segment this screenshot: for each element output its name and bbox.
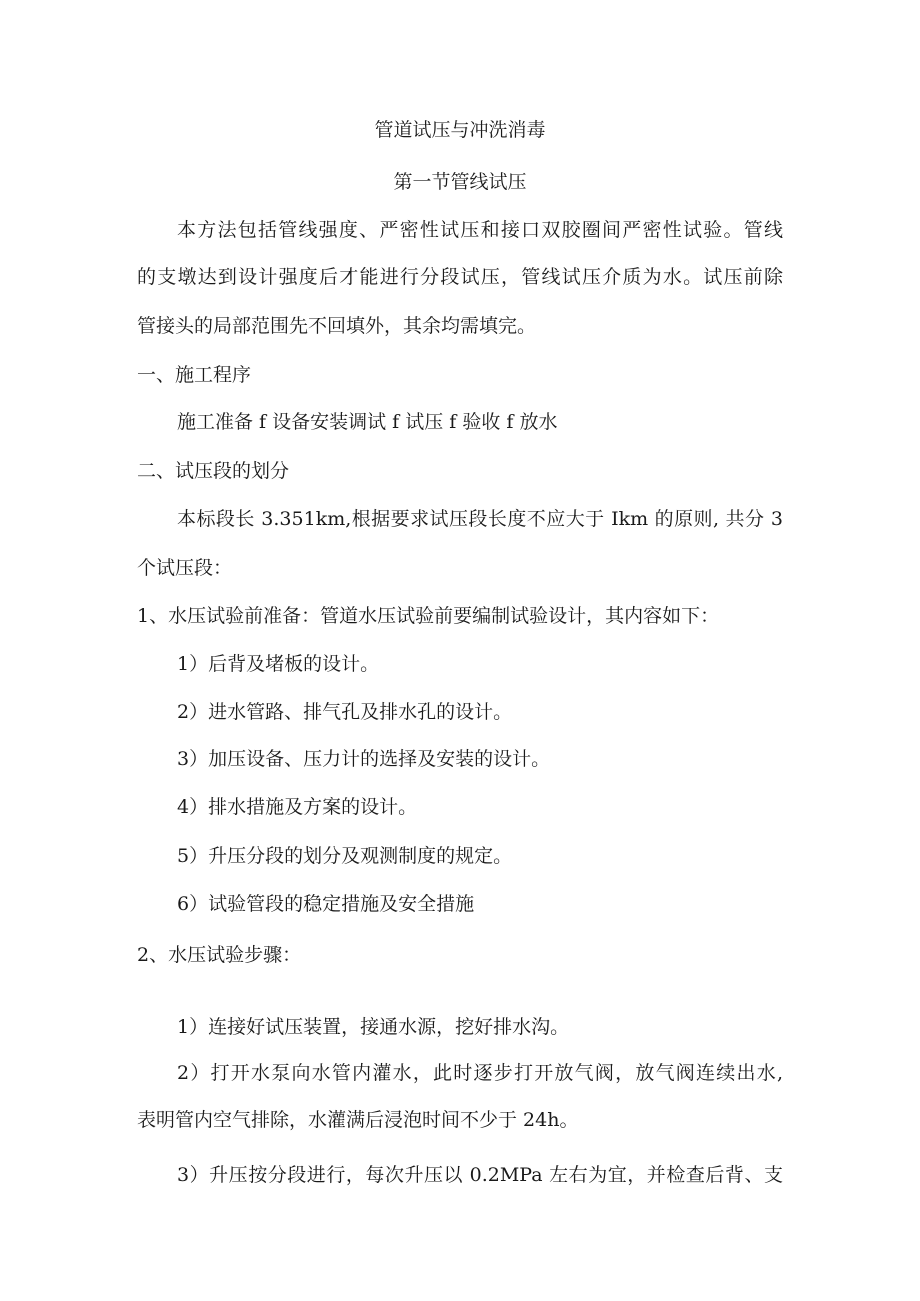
- part2-heading: 二、试压段的划分: [137, 460, 290, 482]
- item1-subitem: 1）后背及堵板的设计。: [177, 653, 380, 675]
- item2-step-continuation: 表明管内空气排除，水灌满后浸泡时间不少于 24h。: [137, 1109, 579, 1131]
- section-title: 第一节管线试压: [393, 171, 527, 193]
- part2-text-line-2: 个试压段：: [137, 557, 233, 579]
- intro-line-3: 管接头的局部范围先不回填外，其余均需填完。: [137, 315, 537, 337]
- item1-subitem: 2）进水管路、排气孔及排水孔的设计。: [177, 701, 513, 723]
- item1-subitem: 5）升压分段的划分及观测制度的规定。: [177, 845, 513, 867]
- item1-subitem: 6）试验管段的稳定措施及安全措施: [177, 893, 475, 915]
- document-title: 管道试压与冲洗消毒: [374, 119, 546, 141]
- part1-text: 施工准备 f 设备安装调试 f 试压 f 验收 f 放水: [177, 411, 558, 433]
- item1-subitem: 3）加压设备、压力计的选择及安装的设计。: [177, 748, 551, 770]
- item2-step: 1）连接好试压装置，接通水源，挖好排水沟。: [177, 1016, 570, 1038]
- intro-line-1: 本方法包括管线强度、严密性试压和接口双胶圈间严密性试验。管线: [177, 219, 783, 241]
- part1-heading: 一、施工程序: [137, 364, 252, 386]
- item2-step: 3）升压按分段进行，每次升压以 0.2MPa 左右为宜，并检查后背、支: [177, 1164, 783, 1186]
- item2-heading: 2、水压试验步骤：: [137, 944, 302, 966]
- item1-subitem: 4）排水措施及方案的设计。: [177, 796, 418, 818]
- part2-text-line-1: 本标段长 3.351km,根据要求试压段长度不应大于 Ikm 的原则, 共分 3: [177, 508, 783, 530]
- item1-heading: 1、水压试验前准备：管道水压试验前要编制试验设计，其内容如下：: [137, 605, 720, 627]
- item2-step: 2）打开水泵向水管内灌水，此时逐步打开放气阀，放气阀连续出水,: [177, 1062, 783, 1084]
- intro-line-2: 的支墩达到设计强度后才能进行分段试压，管线试压介质为水。试压前除: [137, 266, 783, 288]
